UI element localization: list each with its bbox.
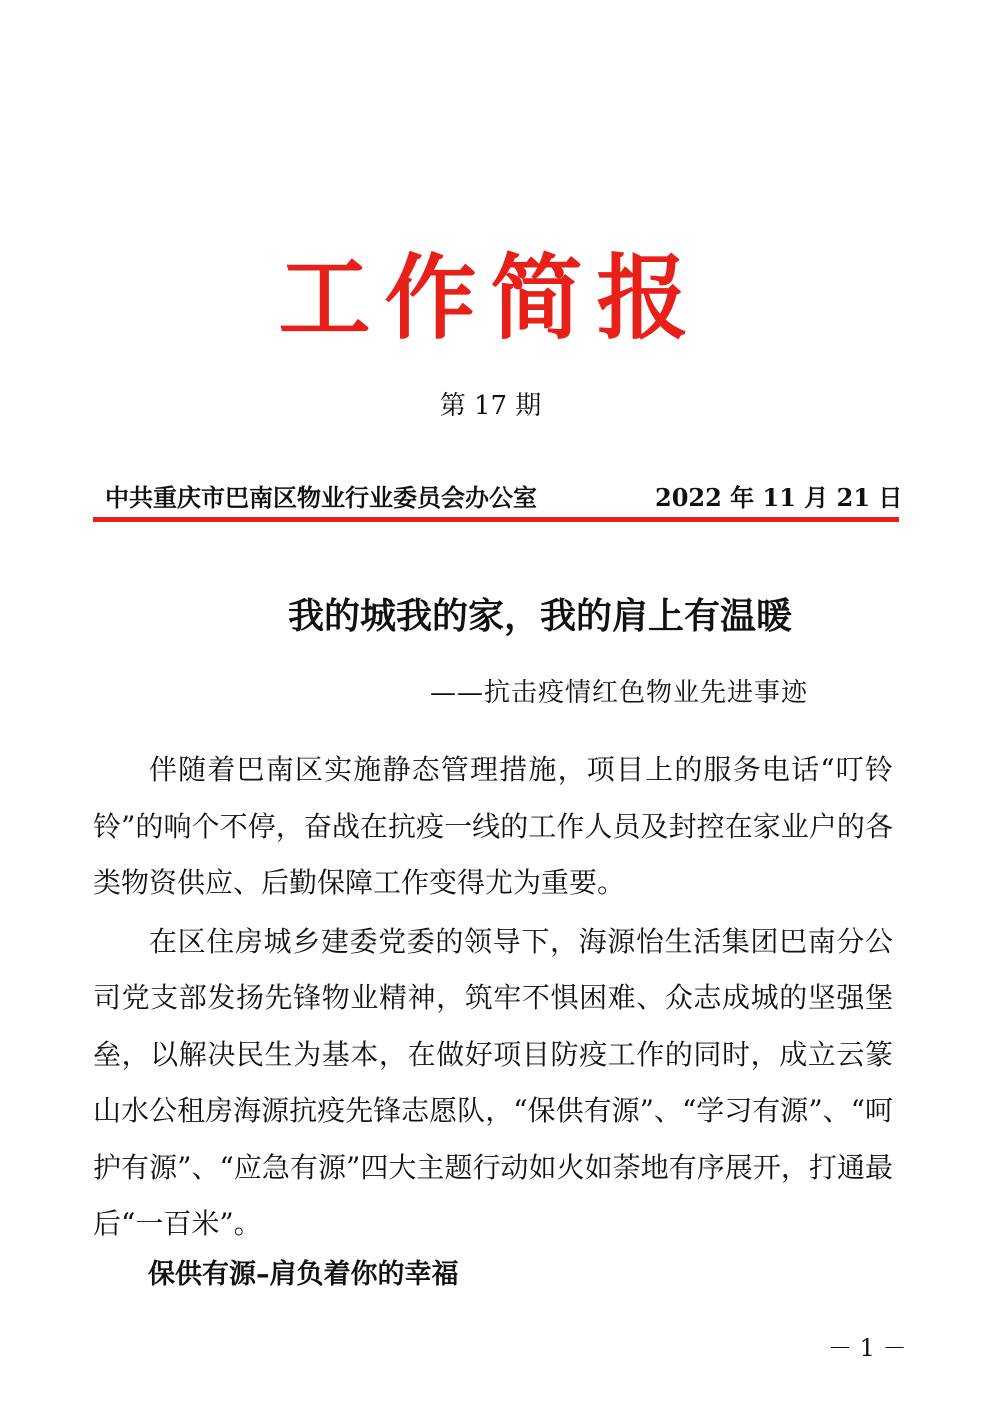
- issuer-name: 中共重庆市巴南区物业行业委员会办公室: [105, 483, 537, 512]
- section-heading: 保供有源–肩负着你的幸福: [148, 1259, 459, 1290]
- article-body: [93, 742, 893, 1253]
- page-number: － 1 －: [828, 1334, 907, 1362]
- issue-date: 2022 年 11 月 21 日: [655, 483, 903, 512]
- masthead-title: 工作简报: [278, 245, 703, 352]
- body-paragraph: 伴随着巴南区实施静态管理措施，项目上的服务电话“叮铃铃”的响个不停，奋战在抗疫一线的工作人员及封控在家业户的各类物资供应、后勤保障工作变得尤为重要。: [93, 753, 893, 899]
- red-divider: [93, 517, 899, 522]
- article-subtitle: ——抗击疫情红色物业先进事迹: [430, 678, 809, 708]
- issue-number: 第 17 期: [439, 391, 542, 421]
- body-paragraph: 在区住房城乡建委党委的领导下，海源怡生活集团巴南分公司党支部发扬先锋物业精神，筑牢不惧困难、众志成城的坚强堡垒，以解决民生为基本，在做好项目防疫工作的同时，成立云篆山水公租房海源抗疫先锋志愿队，“保供有源”、“学习有源”、“呵护有源”、“应急有源”四大主题行动如火如荼地有序展开，打通最后“一百米”。: [93, 924, 893, 1240]
- article-title: 我的城我的家，我的肩上有温暖: [287, 595, 792, 637]
